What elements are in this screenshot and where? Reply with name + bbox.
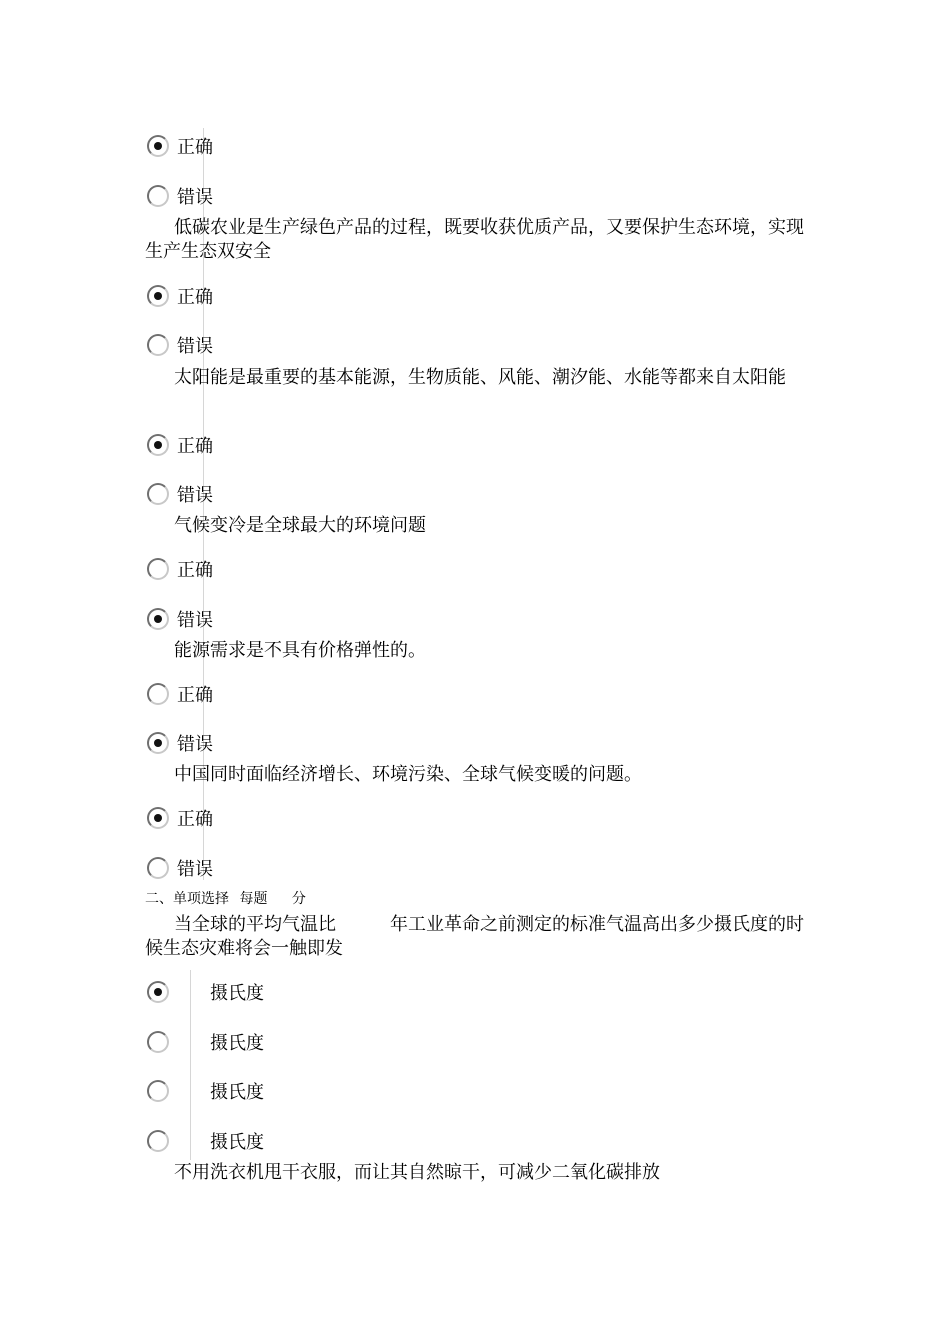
option-label: 正确 xyxy=(177,436,213,457)
option-label: 摄氏度 xyxy=(210,1082,264,1103)
option-label: 摄氏度 xyxy=(210,983,264,1004)
radio-button[interactable] xyxy=(147,558,169,580)
option-label: 错误 xyxy=(177,734,213,755)
option-label: 正确 xyxy=(177,685,213,706)
option-correct[interactable] xyxy=(147,804,213,832)
option-label: 正确 xyxy=(177,560,213,581)
option-wrong[interactable] xyxy=(147,331,213,359)
question-text: 太阳能是最重要的基本能源，生物质能、风能、潮汐能、水能等都来自太阳能 xyxy=(174,367,786,388)
option-wrong[interactable] xyxy=(147,854,213,882)
option-label: 错误 xyxy=(177,859,213,880)
option-label: 正确 xyxy=(177,137,213,158)
mc-option[interactable] xyxy=(147,978,264,1006)
option-wrong[interactable] xyxy=(147,480,213,508)
section-heading xyxy=(145,890,312,908)
question-text: 能源需求是不具有价格弹性的。 xyxy=(174,640,426,661)
radio-button[interactable] xyxy=(147,434,169,456)
option-correct[interactable] xyxy=(147,132,213,160)
question-text: 当全球的平均气温比 年工业革命之前测定的标准气温高出多少摄氏度的时候生态灾难将会一触即发 xyxy=(145,914,804,959)
section-per: 每题 xyxy=(239,891,268,907)
radio-button[interactable] xyxy=(147,135,169,157)
radio-button[interactable] xyxy=(147,334,169,356)
question-text: 中国同时面临经济增长、环境污染、全球气候变暖的问题。 xyxy=(174,764,642,785)
question-text: 低碳农业是生产绿色产品的过程，既要收获优质产品，又要保护生态环境，实现生产生态双安全 xyxy=(145,217,804,262)
option-correct[interactable] xyxy=(147,431,213,459)
radio-button[interactable] xyxy=(147,285,169,307)
section-title: 二、单项选择 xyxy=(145,891,229,907)
option-label: 正确 xyxy=(177,287,213,308)
option-label: 正确 xyxy=(177,809,213,830)
radio-button[interactable] xyxy=(147,483,169,505)
option-wrong[interactable] xyxy=(147,182,213,210)
radio-button[interactable] xyxy=(147,608,169,630)
question-text: 气候变冷是全球最大的环境问题 xyxy=(174,515,426,536)
option-correct[interactable] xyxy=(147,680,213,708)
radio-button[interactable] xyxy=(147,981,169,1003)
option-label: 错误 xyxy=(177,187,213,208)
question-text: 不用洗衣机甩干衣服，而让其自然晾干，可减少二氧化碳排放 xyxy=(174,1162,660,1183)
radio-button[interactable] xyxy=(147,807,169,829)
radio-button[interactable] xyxy=(147,732,169,754)
mc-option[interactable] xyxy=(147,1127,264,1155)
radio-button[interactable] xyxy=(147,1130,169,1152)
option-label: 错误 xyxy=(177,485,213,506)
option-label: 错误 xyxy=(177,610,213,631)
mc-option[interactable] xyxy=(147,1077,264,1105)
radio-button[interactable] xyxy=(147,1031,169,1053)
radio-button[interactable] xyxy=(147,1080,169,1102)
option-correct[interactable] xyxy=(147,555,213,583)
radio-button[interactable] xyxy=(147,185,169,207)
option-label: 摄氏度 xyxy=(210,1132,264,1153)
mc-option[interactable] xyxy=(147,1028,264,1056)
section-unit: 分 xyxy=(291,891,306,907)
option-label: 错误 xyxy=(177,336,213,357)
radio-button[interactable] xyxy=(147,857,169,879)
option-correct[interactable] xyxy=(147,282,213,310)
option-label: 摄氏度 xyxy=(210,1033,264,1054)
option-wrong[interactable] xyxy=(147,605,213,633)
option-wrong[interactable] xyxy=(147,729,213,757)
radio-button[interactable] xyxy=(147,683,169,705)
